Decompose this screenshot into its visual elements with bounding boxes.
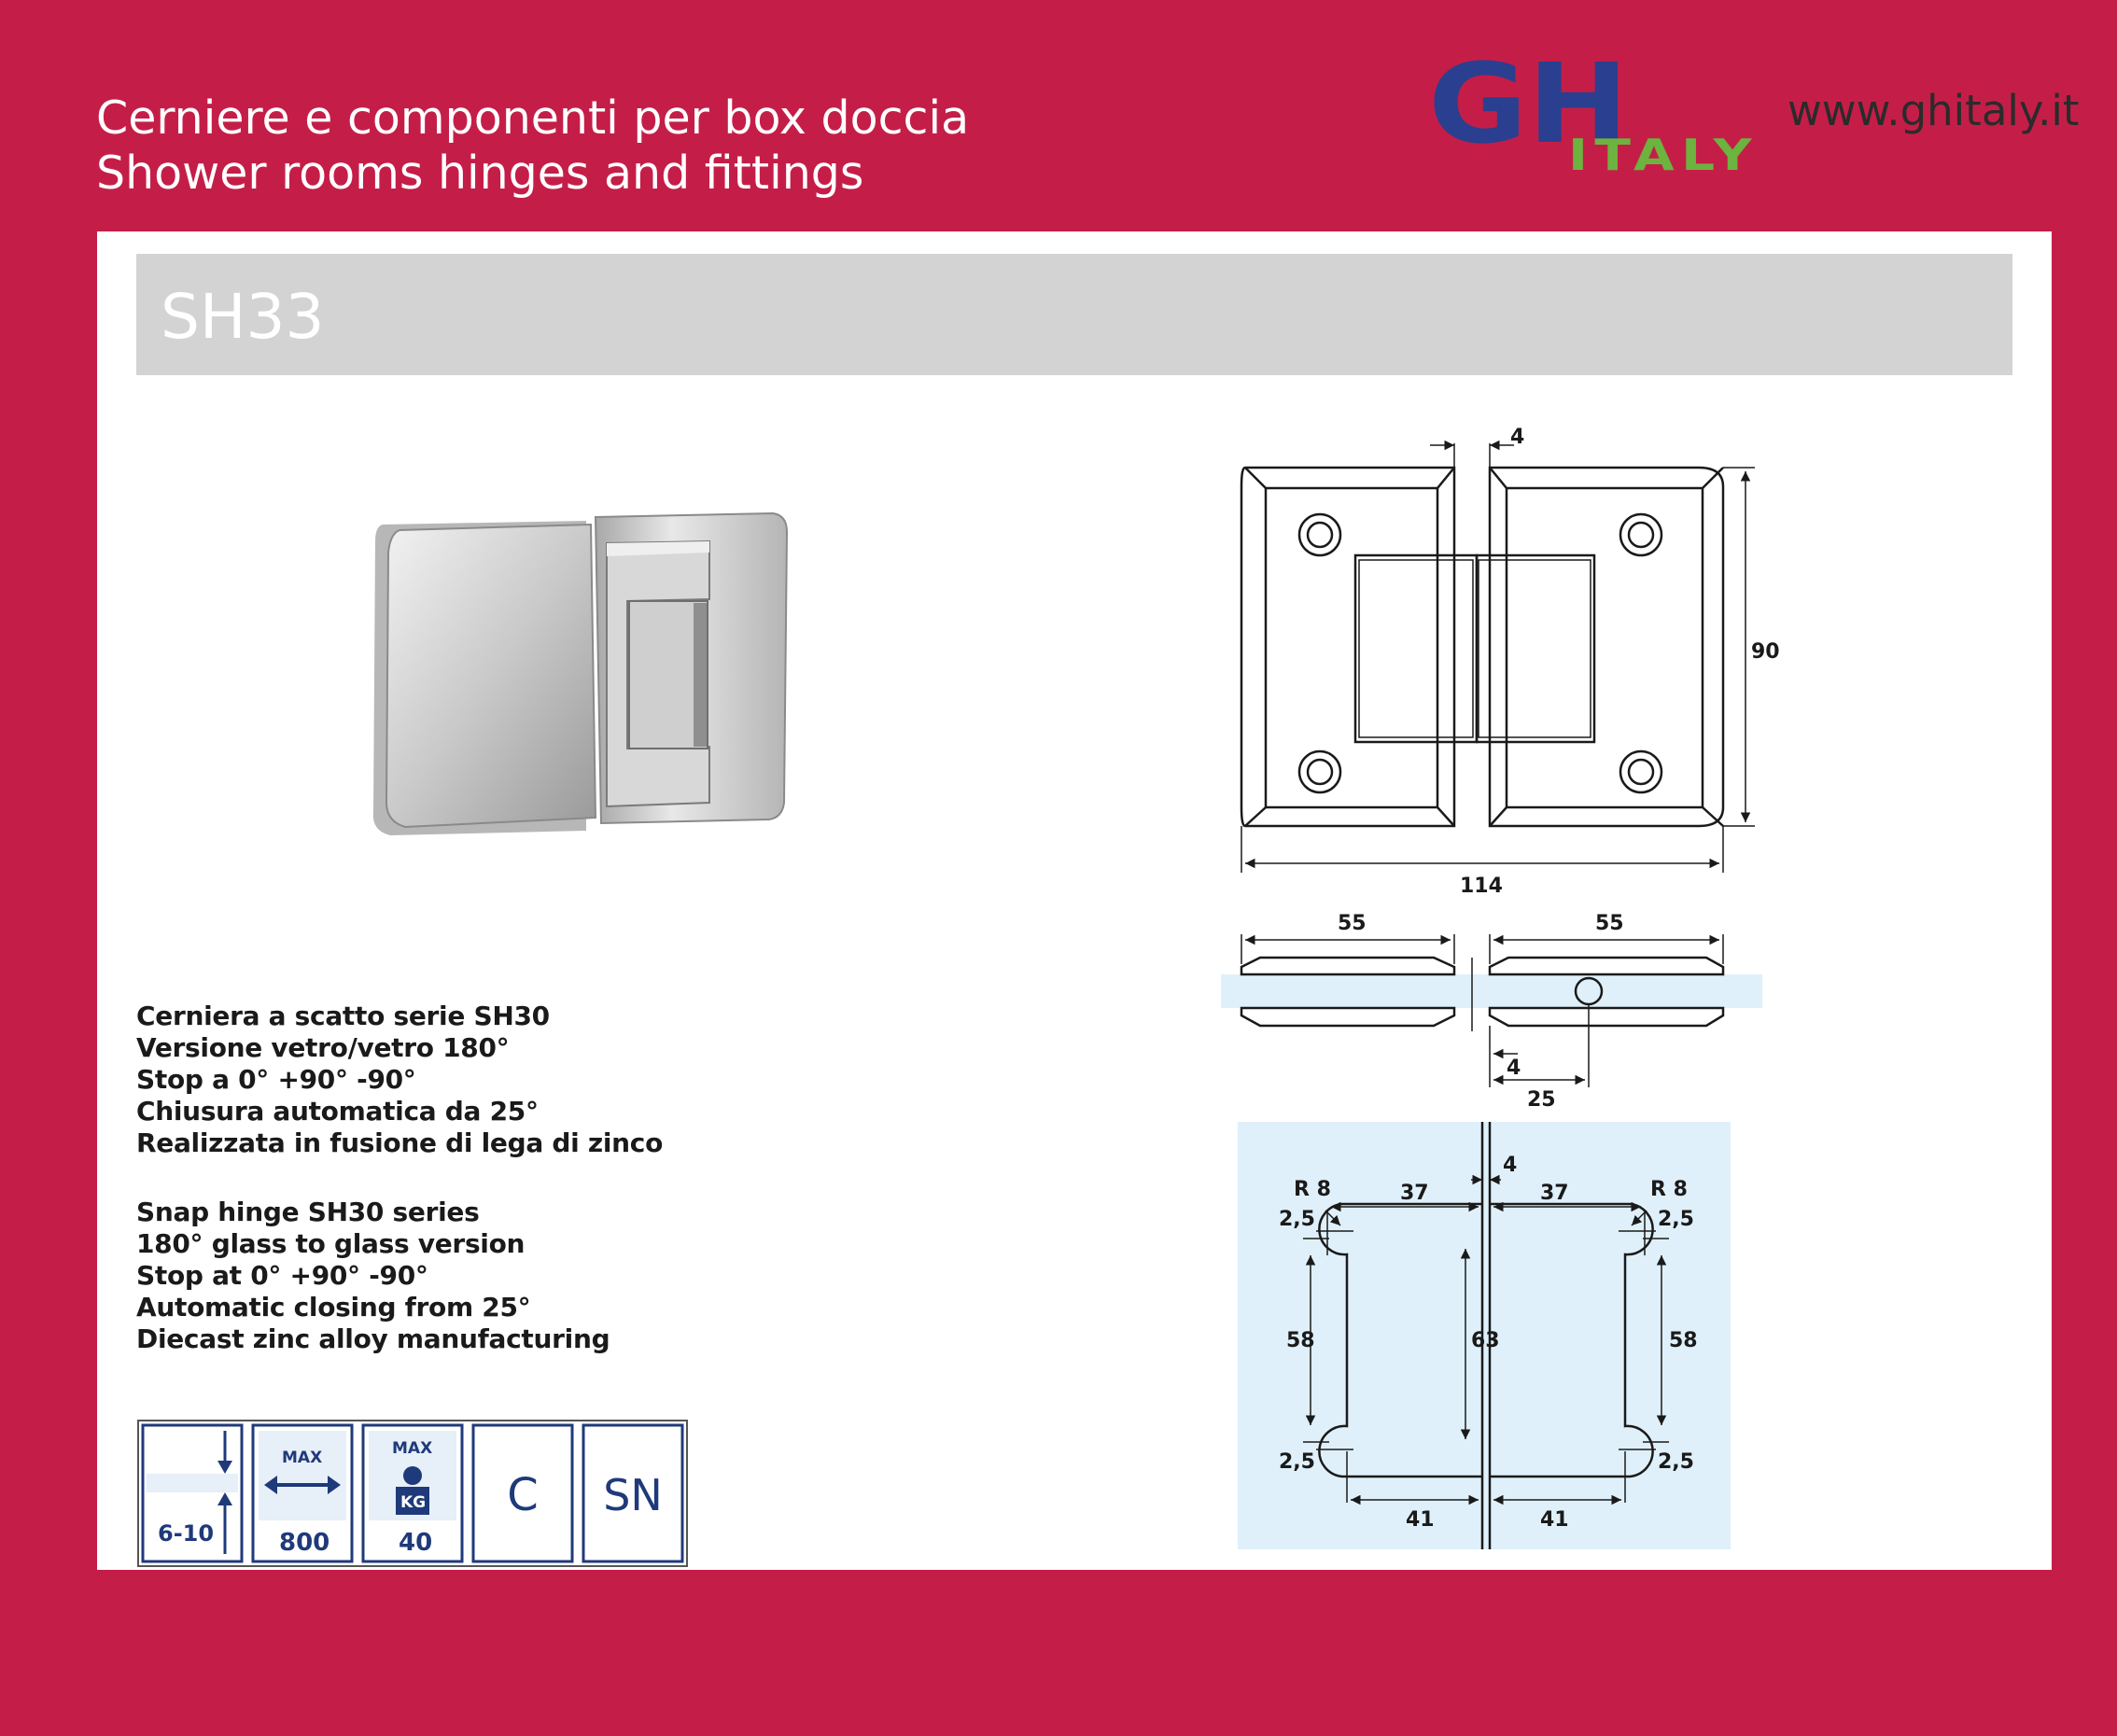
product-description: [136, 1001, 663, 1393]
front-width-dimension: 114: [1460, 875, 1503, 898]
side-hole-offset-dimension: 25: [1527, 1088, 1556, 1112]
website-link[interactable]: www.ghitaly.it: [1788, 86, 2080, 135]
max-width-label: MAX: [282, 1449, 323, 1467]
desc-en-line: Snap hinge SH30 series: [136, 1197, 480, 1227]
side-gap-dimension: 4: [1507, 1057, 1521, 1080]
cutout-side-left: 58: [1286, 1329, 1315, 1352]
cutout-bottom-left: 41: [1406, 1508, 1435, 1532]
finish-chrome-icon: [473, 1425, 572, 1561]
desc-it-line: Cerniera a scatto serie SH30: [136, 1001, 550, 1031]
cutout-gap-dimension: 4: [1503, 1154, 1518, 1177]
description-english: [136, 1197, 663, 1355]
finish-chrome-label: C: [507, 1469, 539, 1521]
cutout-half-width-left: 37: [1400, 1182, 1429, 1205]
product-code-title: SH33: [161, 281, 325, 353]
desc-en-line: Stop at 0° +90° -90°: [136, 1260, 428, 1291]
cutout-corner-bottom-left: 2,5: [1279, 1450, 1315, 1474]
max-weight-value: 40: [399, 1529, 433, 1557]
title-bar: [136, 254, 2012, 375]
desc-it-line: Versione vetro/vetro 180°: [136, 1032, 510, 1063]
cutout-bottom-right: 41: [1540, 1508, 1569, 1532]
side-right-length-dimension: 55: [1595, 912, 1624, 935]
desc-en-line: Automatic closing from 25°: [136, 1292, 531, 1323]
glass-thickness-icon: [143, 1425, 242, 1561]
desc-it-line: Stop a 0° +90° -90°: [136, 1064, 416, 1095]
header-title-english: Shower rooms hinges and fittings: [96, 147, 864, 200]
desc-en-line: Diecast zinc alloy manufacturing: [136, 1323, 610, 1354]
description-italian: [136, 1001, 663, 1159]
front-gap-dimension: 4: [1510, 426, 1525, 449]
ghitaly-logo: [1428, 52, 1764, 174]
spec-icons: [137, 1420, 688, 1567]
weight-unit: KG: [400, 1493, 427, 1512]
cutout-corner-bottom-right: 2,5: [1658, 1450, 1694, 1474]
glass-band: [1221, 974, 1762, 1008]
logo-sub-text: ITALY: [1568, 130, 1759, 174]
max-weight-label: MAX: [392, 1439, 433, 1458]
desc-it-line: Chiusura automatica da 25°: [136, 1096, 539, 1127]
finish-satin-nickel-label: SN: [603, 1470, 663, 1520]
front-height-dimension: 90: [1751, 640, 1780, 664]
cutout-half-width-right: 37: [1540, 1182, 1569, 1205]
finish-satin-nickel-icon: [583, 1425, 682, 1561]
glass-thickness-value: 6-10: [158, 1520, 215, 1547]
desc-en-line: 180° glass to glass version: [136, 1228, 526, 1259]
max-weight-icon: [363, 1425, 462, 1561]
desc-it-line: Realizzata in fusione di lega di zinco: [136, 1127, 664, 1158]
header-title-italian: Cerniere e componenti per box doccia: [96, 91, 970, 145]
side-left-length-dimension: 55: [1338, 912, 1367, 935]
cutout-side-right: 58: [1669, 1329, 1698, 1352]
product-photo: [362, 504, 810, 859]
cutout-total-height: 63: [1471, 1329, 1500, 1352]
logo-main-text: GH: [1428, 52, 1629, 168]
cutout-corner-top-right: 2,5: [1658, 1208, 1694, 1231]
technical-drawings: [1213, 415, 1811, 1554]
max-width-icon: [253, 1425, 352, 1561]
front-view-drawing: [1241, 468, 1723, 826]
cutout-radius-left: R 8: [1294, 1178, 1331, 1201]
cutout-radius-right: R 8: [1650, 1178, 1688, 1201]
cutout-corner-top-left: 2,5: [1279, 1208, 1315, 1231]
max-width-value: 800: [279, 1529, 330, 1557]
